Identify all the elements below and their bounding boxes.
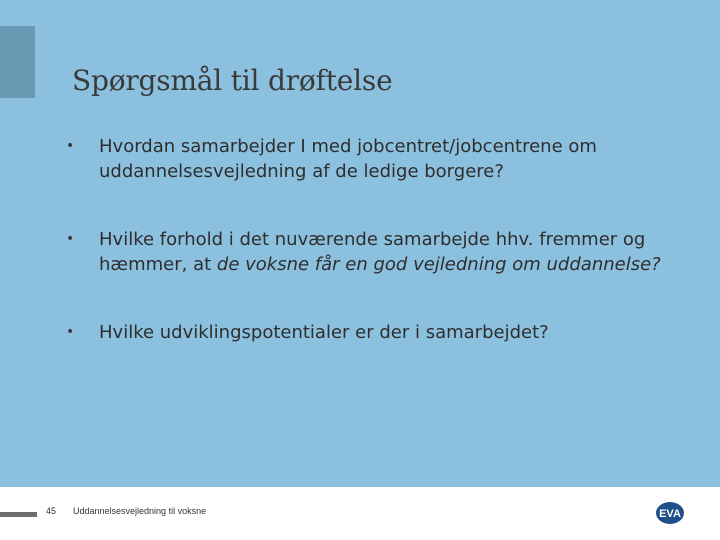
bullet-icon: •	[66, 138, 75, 154]
bullet-text: Hvilke udviklingspotentialer er der i samarbejdet?	[99, 322, 549, 343]
bullet-item	[66, 227, 696, 277]
footer-title: Uddannelsesvejledning til voksne	[73, 506, 207, 516]
logo-text: EVA	[659, 508, 681, 520]
page-number: 45	[46, 506, 57, 516]
slide-title: Spørgsmål til drøftelse	[72, 64, 393, 97]
bullet-icon: •	[66, 231, 75, 247]
bullet-text: Hvilke forhold i det nuværende samarbejde hhv. fremmer og hæmmer, at	[99, 229, 646, 275]
bullet-text-emphasis: de voksne får en god vejledning om uddannelse?	[216, 254, 661, 275]
bullet-text: Hvordan samarbejder I med jobcentret/jobcentrene om uddannelsesvejledning af de ledige borgere?	[99, 136, 597, 182]
bullet-list	[66, 134, 696, 345]
bullet-item	[66, 134, 696, 184]
eva-logo-icon	[655, 501, 685, 525]
slide-footer	[0, 487, 720, 540]
bullet-icon: •	[66, 324, 75, 340]
bullet-item	[66, 320, 696, 345]
title-accent-block	[0, 26, 35, 98]
footer-accent-bar	[0, 512, 37, 517]
